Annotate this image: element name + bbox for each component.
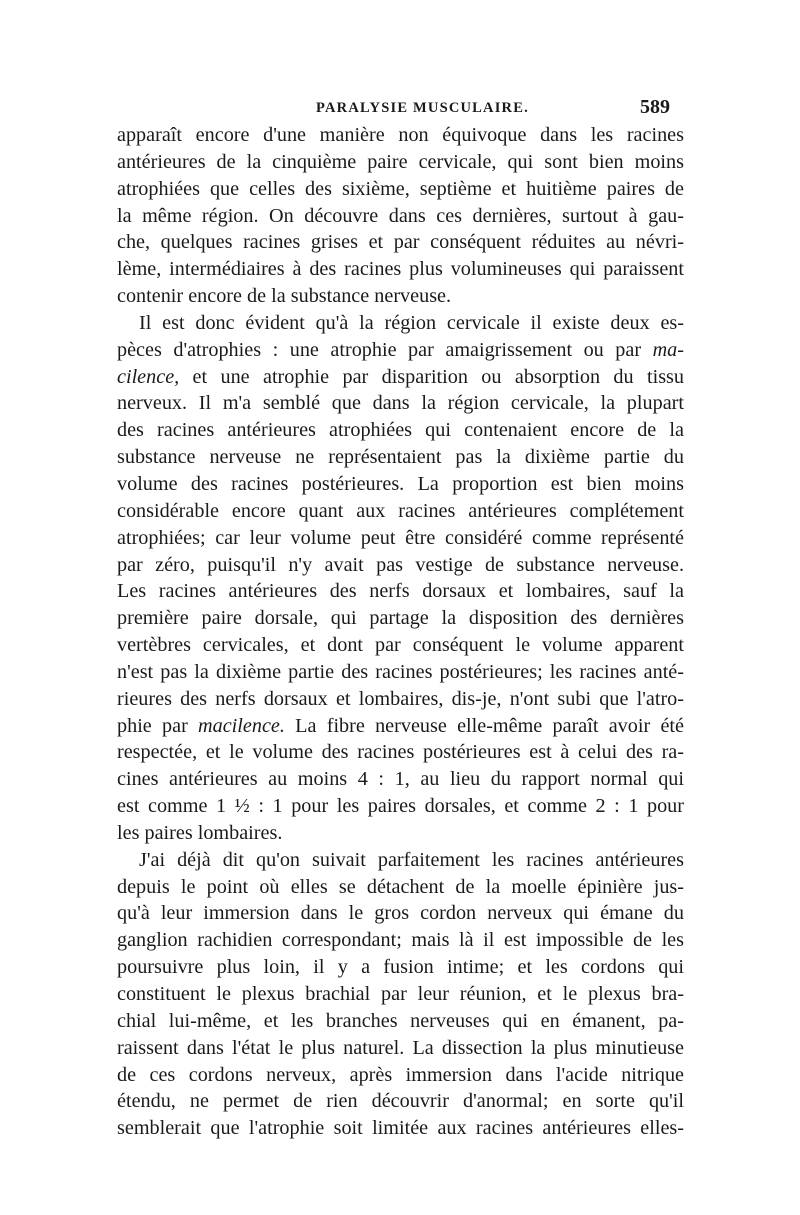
text-line (117, 900, 684, 927)
line-text: rieures des nerfs dorsaux et lombaires, dis-je, n'ont subi que l'atro- (117, 687, 684, 710)
text-line (117, 981, 684, 1008)
line-text: substance nerveuse ne représentaient pas la dixième partie du (117, 446, 684, 469)
line-text: pèces d'atrophies : une atrophie par amaigrissement ou par (117, 338, 653, 361)
line-text: la même région. On découvre dans ces dernières, surtout à gau- (117, 204, 684, 227)
italic-text: macilence. (198, 714, 285, 737)
line-text: constituent le plexus brachial par leur réunion, et le plexus bra- (117, 983, 684, 1005)
text-line (117, 820, 684, 847)
page-number: 589 (640, 96, 670, 118)
line-text: les paires lombaires. (117, 821, 283, 844)
line-text: est comme 1 ½ : 1 pour les paires dorsales, et comme 2 : 1 pour (117, 795, 684, 818)
line-text: ganglion rachidien correspondant; mais là il est impossible de les (117, 929, 684, 952)
line-text: lème, intermédiaires à des racines plus volumineuses qui paraissent (117, 258, 684, 281)
text-line (117, 444, 684, 471)
line-text: J'ai déjà dit qu'on suivait parfaitement les racines antérieures (139, 848, 684, 871)
text-line (117, 578, 684, 605)
text-line (117, 390, 684, 417)
line-text: respectée, et le volume des racines postérieures est à celui des ra- (117, 741, 684, 764)
text-line (117, 256, 684, 283)
italic-text: ma- (652, 338, 684, 361)
text-line (117, 605, 684, 632)
line-text: poursuivre plus loin, il y a fusion intime; et les cordons qui (117, 956, 684, 979)
line-text: considérable encore quant aux racines antérieures complétement (117, 499, 684, 522)
text-line (117, 1062, 684, 1089)
body-text (117, 122, 684, 1142)
line-text: semblerait que l'atrophie soit limitée aux racines antérieures elles- (117, 1117, 684, 1140)
line-text: première paire dorsale, qui partage la disposition des dernières (117, 607, 684, 630)
text-line (117, 1088, 684, 1115)
text-line (117, 1035, 684, 1062)
text-line (117, 954, 684, 981)
text-line (117, 1008, 684, 1035)
text-line (117, 203, 684, 230)
text-line (117, 552, 684, 579)
text-line (117, 229, 684, 256)
text-line (117, 498, 684, 525)
line-text: depuis le point où elles se détachent de la moelle épinière jus- (117, 875, 684, 898)
text-line (117, 310, 684, 337)
line-text: cines antérieures au moins 4 : 1, au lieu du rapport normal qui (117, 768, 684, 791)
text-line (117, 874, 684, 901)
line-text: contenir encore de la substance nerveuse. (117, 285, 452, 308)
line-text: che, quelques racines grises et par conséquent réduites au névri- (117, 231, 684, 254)
text-line (117, 927, 684, 954)
line-text: n'est pas la dixième partie des racines postérieures; les racines anté- (117, 660, 684, 683)
text-line (117, 417, 684, 444)
text-line (117, 283, 684, 310)
line-text: antérieures de la cinquième paire cervicale, qui sont bien moins (117, 150, 684, 173)
text-line (117, 337, 684, 364)
text-line (117, 176, 684, 203)
line-text: des racines antérieures atrophiées qui contenaient encore de la (117, 419, 684, 442)
text-line (117, 525, 684, 552)
text-line (117, 847, 684, 874)
line-text: par zéro, puisqu'il n'y avait pas vestige de substance nerveuse. (117, 553, 684, 576)
text-line (117, 632, 684, 659)
text-line (117, 686, 684, 713)
line-text: atrophiées; car leur volume peut être considéré comme représenté (117, 526, 684, 549)
line-text: phie par (117, 714, 199, 737)
line-text: étendu, ne permet de rien découvrir d'anormal; en sorte qu'il (117, 1090, 684, 1113)
line-text: Il est donc évident qu'à la région cervicale il existe deux es- (139, 311, 684, 334)
line-text: raissent dans l'état le plus naturel. La dissection la plus minutieuse (117, 1036, 684, 1059)
line-text: de ces cordons nerveux, après immersion dans l'acide nitrique (117, 1063, 684, 1086)
line-text: chial lui-même, et les branches nerveuses qui en émanent, pa- (117, 1009, 684, 1032)
text-line (117, 1115, 684, 1142)
running-title: PARALYSIE MUSCULAIRE. (316, 100, 529, 116)
italic-text: cilence, (117, 365, 180, 388)
text-line (117, 739, 684, 766)
text-line (117, 793, 684, 820)
line-text: et une atrophie par disparition ou absorption du tissu (179, 365, 684, 388)
line-text: La fibre nerveuse elle-même paraît avoir été (284, 714, 684, 737)
line-text: apparaît encore d'une manière non équivoque dans les racines (117, 124, 684, 146)
line-text: atrophiées que celles des sixième, septième et huitième paires de (117, 177, 684, 200)
text-line (117, 659, 684, 686)
line-text: vertèbres cervicales, et dont par conséquent le volume apparent (117, 634, 684, 657)
text-line (117, 713, 684, 740)
line-text: Les racines antérieures des nerfs dorsaux et lombaires, sauf la (117, 580, 684, 603)
text-line (117, 471, 684, 498)
text-line (117, 364, 684, 391)
text-line (117, 766, 684, 793)
line-text: qu'à leur immersion dans le gros cordon nerveux qui émane du (117, 902, 684, 925)
text-line (117, 149, 684, 176)
line-text: volume des racines postérieures. La proportion est bien moins (117, 472, 684, 495)
text-line (117, 122, 684, 149)
line-text: nerveux. Il m'a semblé que dans la région cervicale, la plupart (117, 392, 684, 415)
